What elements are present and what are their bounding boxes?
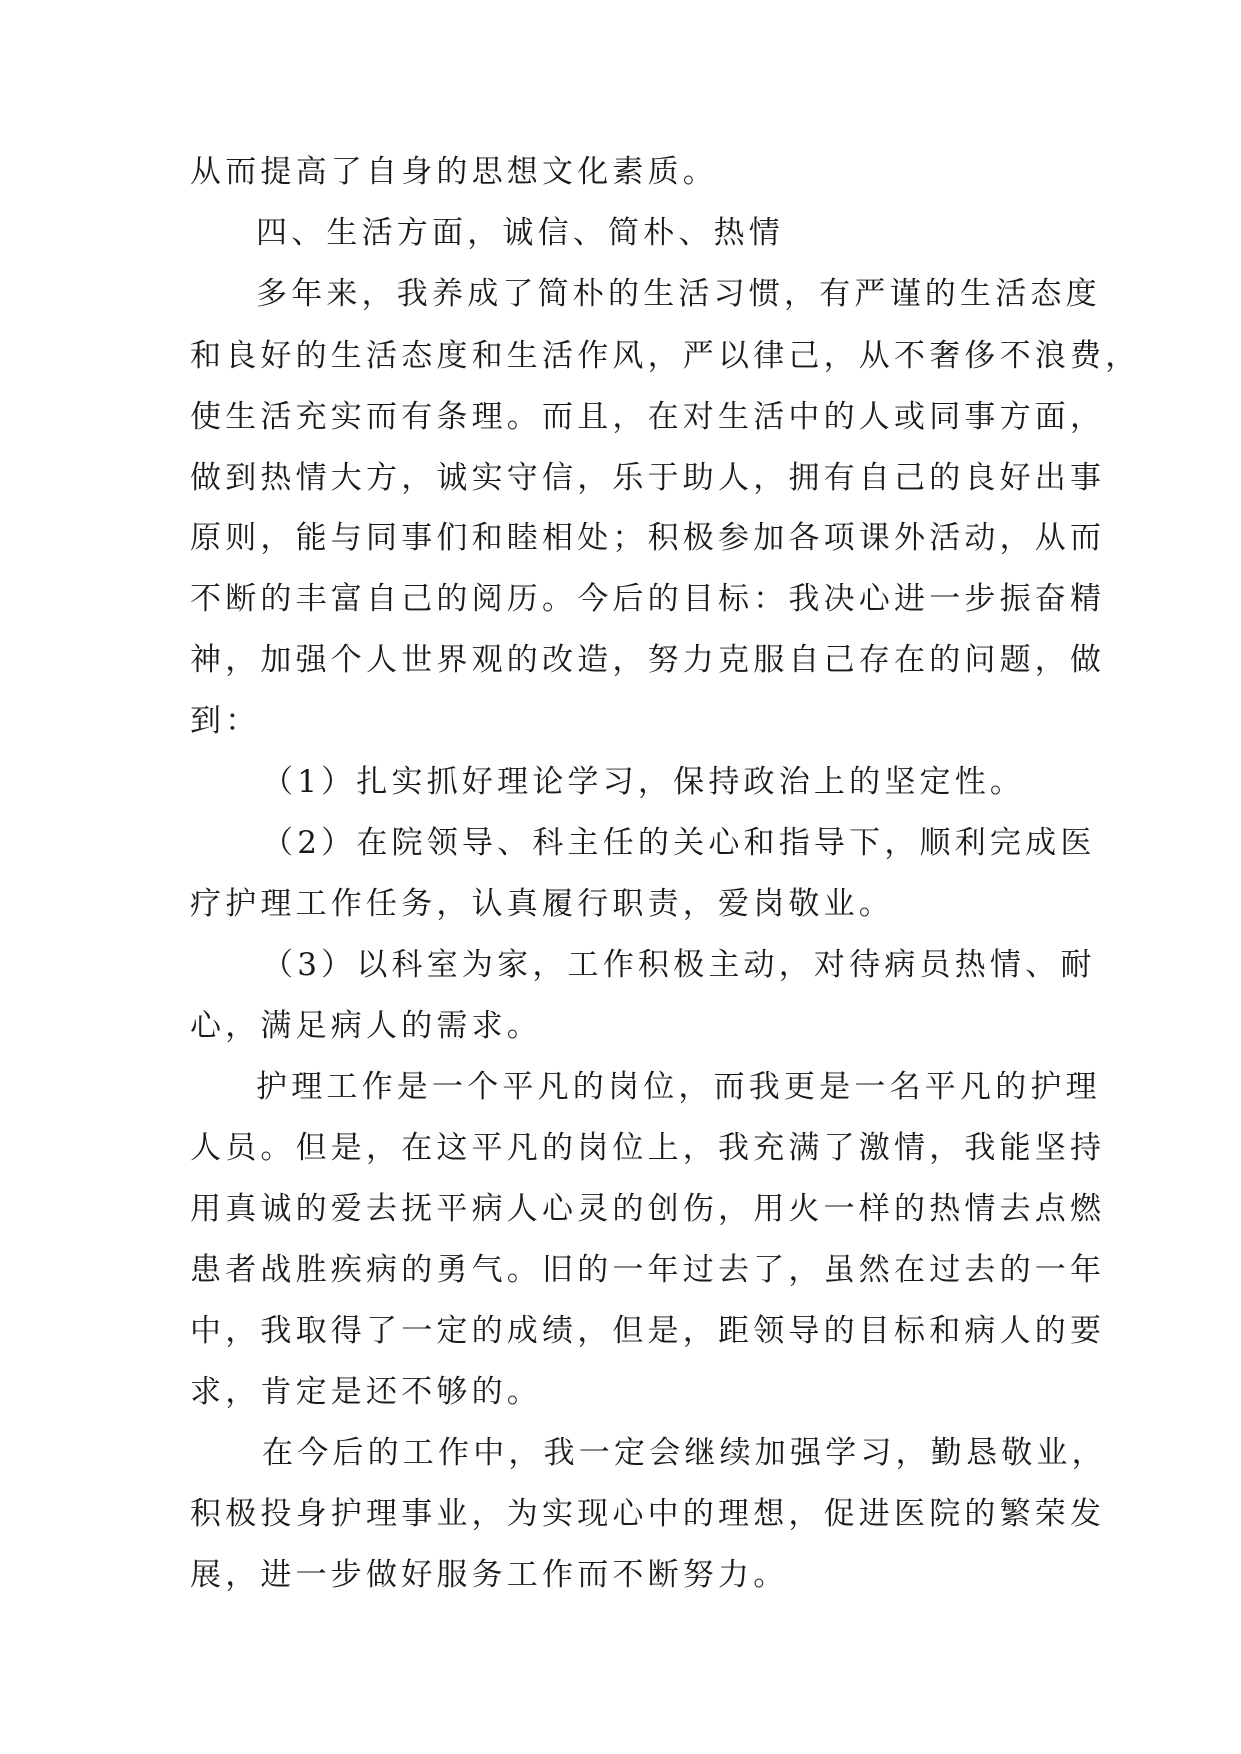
- text-line: 神，加强个人世界观的改造，努力克服自己存在的问题，做: [190, 642, 1106, 678]
- text-line: 护理工作是一个平凡的岗位，而我更是一名平凡的护理: [256, 1069, 1101, 1105]
- list-item: （3）以科室为家，工作积极主动，对待病员热情、耐: [262, 947, 1096, 983]
- text-line: 从而提高了自身的思想文化素质。: [190, 154, 718, 190]
- text-line: 展，进一步做好服务工作而不断努力。: [190, 1557, 789, 1593]
- list-item: （2）在院领导、科主任的关心和指导下，顺利完成医: [262, 825, 1096, 861]
- text-line: 积极投身护理事业，为实现心中的理想，促进医院的繁荣发: [190, 1496, 1106, 1532]
- text-line: 心，满足病人的需求。: [190, 1008, 542, 1044]
- text-line: 到：: [190, 703, 261, 739]
- text-line: 使生活充实而有条理。而且，在对生活中的人或同事方面，: [190, 399, 1106, 435]
- text-line: 不断的丰富自己的阅历。今后的目标：我决心进一步振奋精: [190, 581, 1106, 617]
- section-heading: 四、生活方面，诚信、简朴、热情: [256, 215, 784, 251]
- text-line: 在今后的工作中，我一定会继续加强学习，勤恳敬业，: [262, 1435, 1107, 1471]
- text-line: 人员。但是，在这平凡的岗位上，我充满了激情，我能坚持: [190, 1130, 1106, 1166]
- text-line: 用真诚的爱去抚平病人心灵的创伤，用火一样的热情去点燃: [190, 1191, 1106, 1227]
- text-line: 做到热情大方，诚实守信，乐于助人，拥有自己的良好出事: [190, 460, 1106, 496]
- text-line: 和良好的生活态度和生活作风，严以律己，从不奢侈不浪费，: [190, 338, 1141, 374]
- list-item: （1）扎实抓好理论学习，保持政治上的坚定性。: [262, 764, 1026, 800]
- text-line: 原则，能与同事们和睦相处；积极参加各项课外活动，从而: [190, 520, 1106, 556]
- text-line: 多年来，我养成了简朴的生活习惯，有严谨的生活态度: [256, 276, 1101, 312]
- text-line: 中，我取得了一定的成绩，但是，距领导的目标和病人的要: [190, 1313, 1106, 1349]
- text-line: 疗护理工作任务，认真履行职责，爱岗敬业。: [190, 886, 894, 922]
- text-line: 求，肯定是还不够的。: [190, 1374, 542, 1410]
- text-line: 患者战胜疾病的勇气。旧的一年过去了，虽然在过去的一年: [190, 1252, 1106, 1288]
